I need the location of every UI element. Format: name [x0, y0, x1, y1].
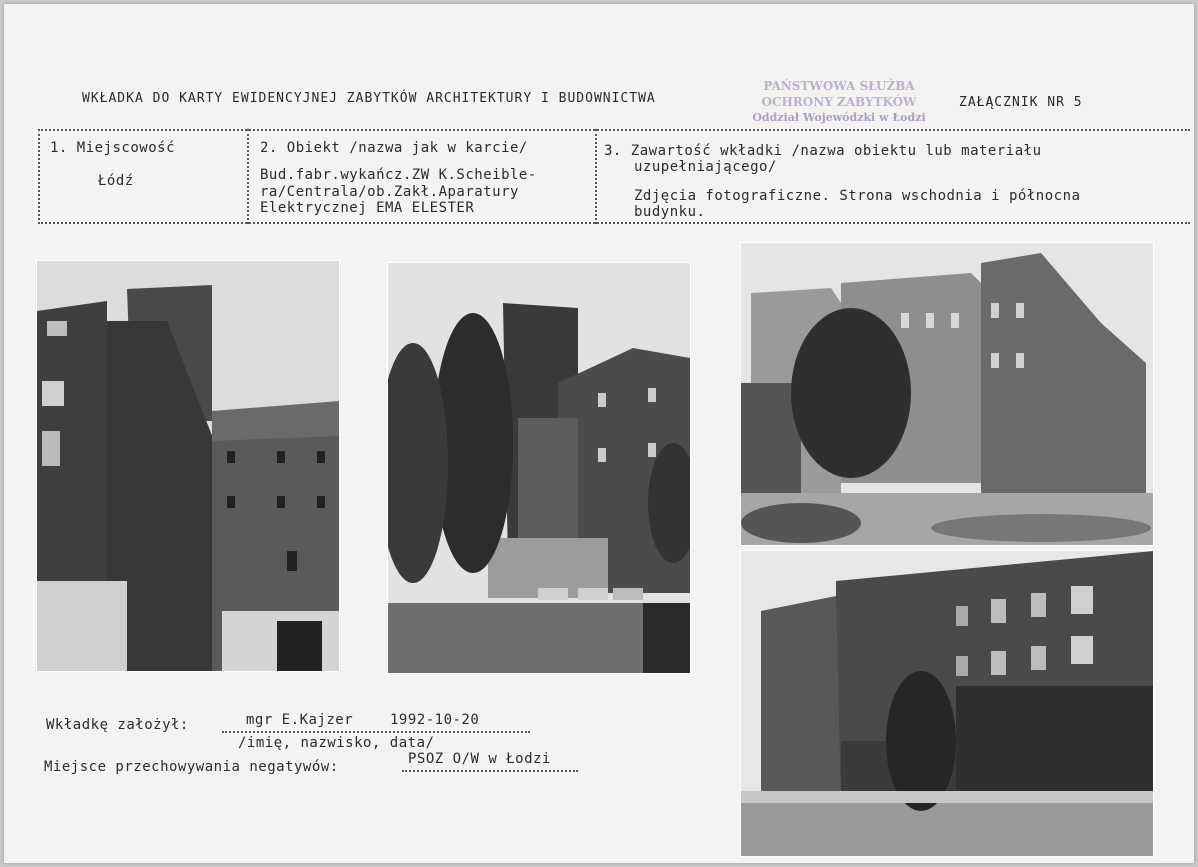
object-label: 2. Obiekt /nazwa jak w karcie/	[260, 140, 528, 156]
table-left-line	[38, 129, 40, 224]
contents-label-line-2: uzupełniającego/	[634, 159, 777, 175]
author-hint: /imię, nazwisko, data/	[238, 735, 435, 751]
table-top-line	[38, 129, 1190, 131]
stamp-line-2: OCHRONY ZABYTKÓW	[761, 95, 917, 109]
photo-street-tower	[387, 262, 691, 674]
object-value-line-2: ra/Centrala/ob.Zakł.Aparatury	[260, 184, 519, 200]
annex-number: ZAŁĄCZNIK NR 5	[959, 95, 1083, 110]
photo-tower-courtyard	[36, 260, 340, 672]
photo-building-east	[740, 242, 1154, 546]
storage-label: Miejsce przechowywania negatywów:	[44, 759, 339, 775]
object-value-line-1: Bud.fabr.wykańcz.ZW K.Scheible-	[260, 167, 537, 183]
photo-building-north	[740, 550, 1154, 857]
stamp-line-1: PAŃSTWOWA SŁUŻBA	[763, 79, 915, 93]
stamp-line-3: Oddział Wojewódzki w Łodzi	[752, 111, 926, 124]
table-bottom-line	[38, 222, 1190, 224]
office-stamp	[734, 78, 944, 126]
card-title: WKŁADKA DO KARTY EWIDENCYJNEJ ZABYTKÓW ARCHITEKTURY I BUDOWNICTWA	[82, 91, 656, 106]
locality-value: Łódź	[98, 173, 134, 189]
contents-label-line-1: 3. Zawartość wkładki /nazwa obiektu lub materiału	[604, 143, 1042, 159]
contents-value-line-1: Zdjęcia fotograficzne. Strona wschodnia i północna	[634, 188, 1081, 204]
date-value: 1992-10-20	[390, 712, 480, 728]
record-card	[4, 4, 1194, 863]
storage-dotted-line	[402, 770, 578, 772]
locality-label: 1. Miejscowość	[50, 140, 176, 156]
table-divider-2	[595, 129, 597, 224]
table-divider-1	[247, 129, 249, 224]
object-value-line-3: Elektrycznej EMA ELESTER	[260, 200, 475, 216]
author-dotted-line	[222, 731, 530, 733]
contents-value-line-2: budynku.	[634, 204, 706, 220]
storage-value: PSOZ O/W w Łodzi	[408, 751, 551, 767]
author-value: mgr E.Kajzer	[246, 712, 354, 728]
author-label: Wkładkę założył:	[46, 717, 189, 733]
